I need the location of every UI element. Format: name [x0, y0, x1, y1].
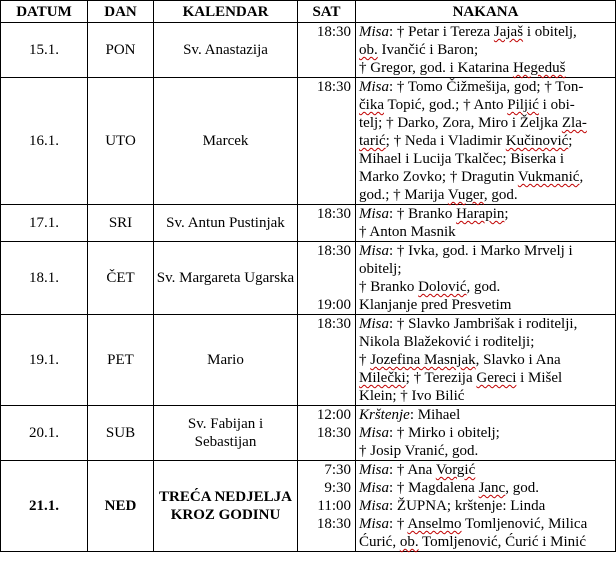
- date-cell: 18.1.: [1, 242, 88, 315]
- header-row: [1, 1, 616, 23]
- intention-line: [359, 515, 613, 533]
- time-cell: [298, 78, 356, 205]
- intention-line: [359, 533, 613, 551]
- intention-text: Misa: [359, 462, 389, 478]
- intention-text: čika: [359, 97, 384, 113]
- time-value: 9:30: [324, 480, 351, 496]
- intention-text: † Gregor, god. i Katarina: [359, 60, 513, 76]
- intention-text: Kučinović: [505, 133, 569, 149]
- time-cell: [298, 315, 356, 406]
- intention-text: Tomljenović, Ćurić i Minić: [418, 534, 586, 550]
- intention-text: : ŽUPNA; krštenje: Linda: [389, 498, 546, 514]
- intention-cell: [356, 205, 616, 242]
- intention-line: [359, 278, 613, 296]
- intention-text: Topić, god.; † Anto: [383, 97, 508, 113]
- intention-line: [359, 369, 613, 387]
- intention-line: [359, 260, 613, 278]
- header-kalendar: KALENDAR: [154, 1, 298, 23]
- intention-text: Misa: [359, 316, 389, 332]
- intention-text: Nikola Blažeković i roditelji;: [359, 334, 535, 350]
- intention-text: Misa: [359, 516, 389, 532]
- day-cell: PET: [88, 315, 154, 406]
- schedule-row: [1, 23, 616, 78]
- intention-cell: [356, 406, 616, 461]
- intention-text: Klanjanje pred Presvetim: [359, 297, 512, 313]
- intention-text: , god.: [483, 187, 518, 203]
- intention-text: ;: [568, 133, 573, 149]
- intention-text: : Mihael: [409, 407, 461, 423]
- calendar-cell: Sv. Fabijan i Sebastijan: [154, 406, 298, 461]
- intention-text: : † Tomo Čižmešija, god; † Ton-: [389, 79, 584, 95]
- intention-text: Gereci: [476, 370, 517, 386]
- time-cell: [298, 242, 356, 315]
- intention-text: Anselmo: [407, 516, 462, 532]
- intention-text: † Branko: [359, 279, 419, 295]
- time-cell: [298, 461, 356, 552]
- intention-text: Klein; † Ivo Bilić: [359, 388, 465, 404]
- intention-text: : † Ivka, god. i Marko Mrvelj i: [389, 243, 573, 259]
- intention-text: Misa: [359, 480, 389, 496]
- intention-text: Dolović: [418, 279, 467, 295]
- intention-text: , Slavko i Ana: [475, 352, 561, 368]
- intention-text: Milečki: [359, 370, 406, 386]
- intention-text: : † Petar i Tereza: [389, 24, 494, 40]
- intention-line: [359, 114, 613, 132]
- intention-text: : † Magdalena: [389, 480, 479, 496]
- intention-line: [359, 223, 613, 241]
- schedule-row: [1, 461, 616, 552]
- header-nakana: NAKANA: [356, 1, 616, 23]
- intention-text: Misa: [359, 79, 389, 95]
- intention-text: Krštenje: [359, 407, 410, 423]
- intention-line: [359, 315, 613, 333]
- header-sat: SAT: [298, 1, 356, 23]
- date-cell: 16.1.: [1, 78, 88, 205]
- intention-line: [359, 132, 613, 150]
- intention-cell: [356, 242, 616, 315]
- header-datum: DATUM: [1, 1, 88, 23]
- intention-text: Hegeduš: [512, 60, 566, 76]
- intention-line: [359, 296, 613, 314]
- time-value: 7:30: [324, 462, 351, 478]
- time-value: 11:00: [317, 498, 351, 514]
- schedule-row: [1, 315, 616, 406]
- calendar-cell: Sv. Anastazija: [154, 23, 298, 78]
- time-value: [298, 260, 351, 278]
- intention-text: Misa: [359, 206, 389, 222]
- day-cell: SRI: [88, 205, 154, 242]
- intention-line: [359, 351, 613, 369]
- intention-text: , god.: [505, 480, 539, 496]
- intention-text: Vukmanić: [517, 169, 580, 185]
- intention-text: tarić: [359, 133, 386, 149]
- intention-line: [359, 59, 613, 77]
- intention-text: i obitelj,: [523, 24, 577, 40]
- intention-text: i obi-: [538, 97, 575, 113]
- day-cell: PON: [88, 23, 154, 78]
- time-value: 18:30: [316, 24, 351, 40]
- intention-line: [359, 23, 613, 41]
- time-value: [298, 278, 351, 296]
- intention-line: [359, 333, 613, 351]
- time-value: 18:30: [316, 316, 351, 332]
- schedule-row: [1, 205, 616, 242]
- intention-text: Misa: [359, 24, 389, 40]
- intention-text: Janc: [478, 480, 506, 496]
- calendar-cell: Sv. Antun Pustinjak: [154, 205, 298, 242]
- intention-line: [359, 41, 613, 59]
- date-cell: 20.1.: [1, 406, 88, 461]
- intention-line: [359, 205, 613, 223]
- intention-text: : † Slavko Jambrišak i roditelji,: [389, 316, 578, 332]
- schedule-row: [1, 242, 616, 315]
- calendar-cell: TREĆA NEDJELJA KROZ GODINU: [154, 461, 298, 552]
- date-cell: 19.1.: [1, 315, 88, 406]
- intention-line: [359, 78, 613, 96]
- intention-line: [359, 424, 613, 442]
- intention-text: : † Mirko i obitelj;: [389, 425, 500, 441]
- intention-text: †: [359, 352, 371, 368]
- intention-line: [359, 96, 613, 114]
- intention-cell: [356, 78, 616, 205]
- intention-text: ;: [504, 206, 509, 222]
- time-cell: [298, 406, 356, 461]
- intention-line: [359, 242, 613, 260]
- intention-text: Piljić: [507, 97, 539, 113]
- intention-text: Harapin: [456, 206, 505, 222]
- intention-cell: [356, 315, 616, 406]
- time-value: 18:30: [316, 516, 351, 532]
- date-cell: 17.1.: [1, 205, 88, 242]
- time-value: 19:00: [316, 297, 351, 313]
- intention-cell: [356, 23, 616, 78]
- calendar-cell: Marcek: [154, 78, 298, 205]
- intention-text: ; † Neda i Vladimir: [385, 133, 506, 149]
- intention-text: Mihael i Lucija Tkalčec; Biserka i: [359, 151, 565, 167]
- date-cell: 21.1.: [1, 461, 88, 552]
- day-cell: UTO: [88, 78, 154, 205]
- intention-text: ob.: [399, 534, 419, 550]
- day-cell: ČET: [88, 242, 154, 315]
- intention-text: † Anton Masnik: [359, 224, 456, 240]
- date-cell: 15.1.: [1, 23, 88, 78]
- time-value: 18:30: [316, 425, 351, 441]
- intention-text: Zla-: [561, 115, 587, 131]
- intention-text: ,: [579, 169, 584, 185]
- intention-text: Jajaš: [493, 24, 524, 40]
- intention-cell: [356, 461, 616, 552]
- time-cell: [298, 23, 356, 78]
- intention-text: ob.: [359, 42, 378, 58]
- intention-line: [359, 387, 613, 405]
- intention-text: Ivančić i Baron;: [377, 42, 479, 58]
- intention-text: : † Branko: [389, 206, 457, 222]
- intention-text: Misa: [359, 243, 389, 259]
- intention-line: [359, 406, 613, 424]
- header-dan: DAN: [88, 1, 154, 23]
- intention-text: , god.: [466, 279, 501, 295]
- intention-text: Jozefina Masnjak: [370, 352, 476, 368]
- calendar-cell: Sv. Margareta Ugarska: [154, 242, 298, 315]
- day-cell: NED: [88, 461, 154, 552]
- intention-text: Ćurić,: [359, 534, 400, 550]
- calendar-cell: Mario: [154, 315, 298, 406]
- intention-text: god.; † Marija: [359, 187, 448, 203]
- time-value: 12:00: [316, 407, 351, 423]
- intention-line: [359, 497, 613, 515]
- intention-text: ; † Terezija: [405, 370, 477, 386]
- intention-line: [359, 150, 613, 168]
- intention-text: Tomljenović, Milica: [461, 516, 588, 532]
- time-value: 18:30: [316, 79, 351, 95]
- intention-text: Marko Zovko; † Dragutin: [359, 169, 518, 185]
- intention-text: obitelj;: [359, 261, 402, 277]
- intention-text: : † Ana: [389, 462, 436, 478]
- intention-text: Misa: [359, 425, 389, 441]
- intention-text: i Mišel: [516, 370, 563, 386]
- intention-text: Misa: [359, 498, 389, 514]
- time-value: 18:30: [316, 243, 351, 259]
- intention-line: [359, 442, 613, 460]
- schedule-row: [1, 406, 616, 461]
- intention-text: Vorgić: [435, 462, 476, 478]
- schedule-row: [1, 78, 616, 205]
- intention-text: : †: [389, 516, 408, 532]
- intention-text: Vuger: [447, 187, 484, 203]
- intention-line: [359, 168, 613, 186]
- time-cell: [298, 205, 356, 242]
- intention-line: [359, 461, 613, 479]
- intention-text: † Josip Vranić, god.: [359, 443, 479, 459]
- day-cell: SUB: [88, 406, 154, 461]
- intention-line: [359, 186, 613, 204]
- intention-text: telj; † Darko, Zora, Miro i Željka: [359, 115, 562, 131]
- time-value: 18:30: [316, 206, 351, 222]
- intention-line: [359, 479, 613, 497]
